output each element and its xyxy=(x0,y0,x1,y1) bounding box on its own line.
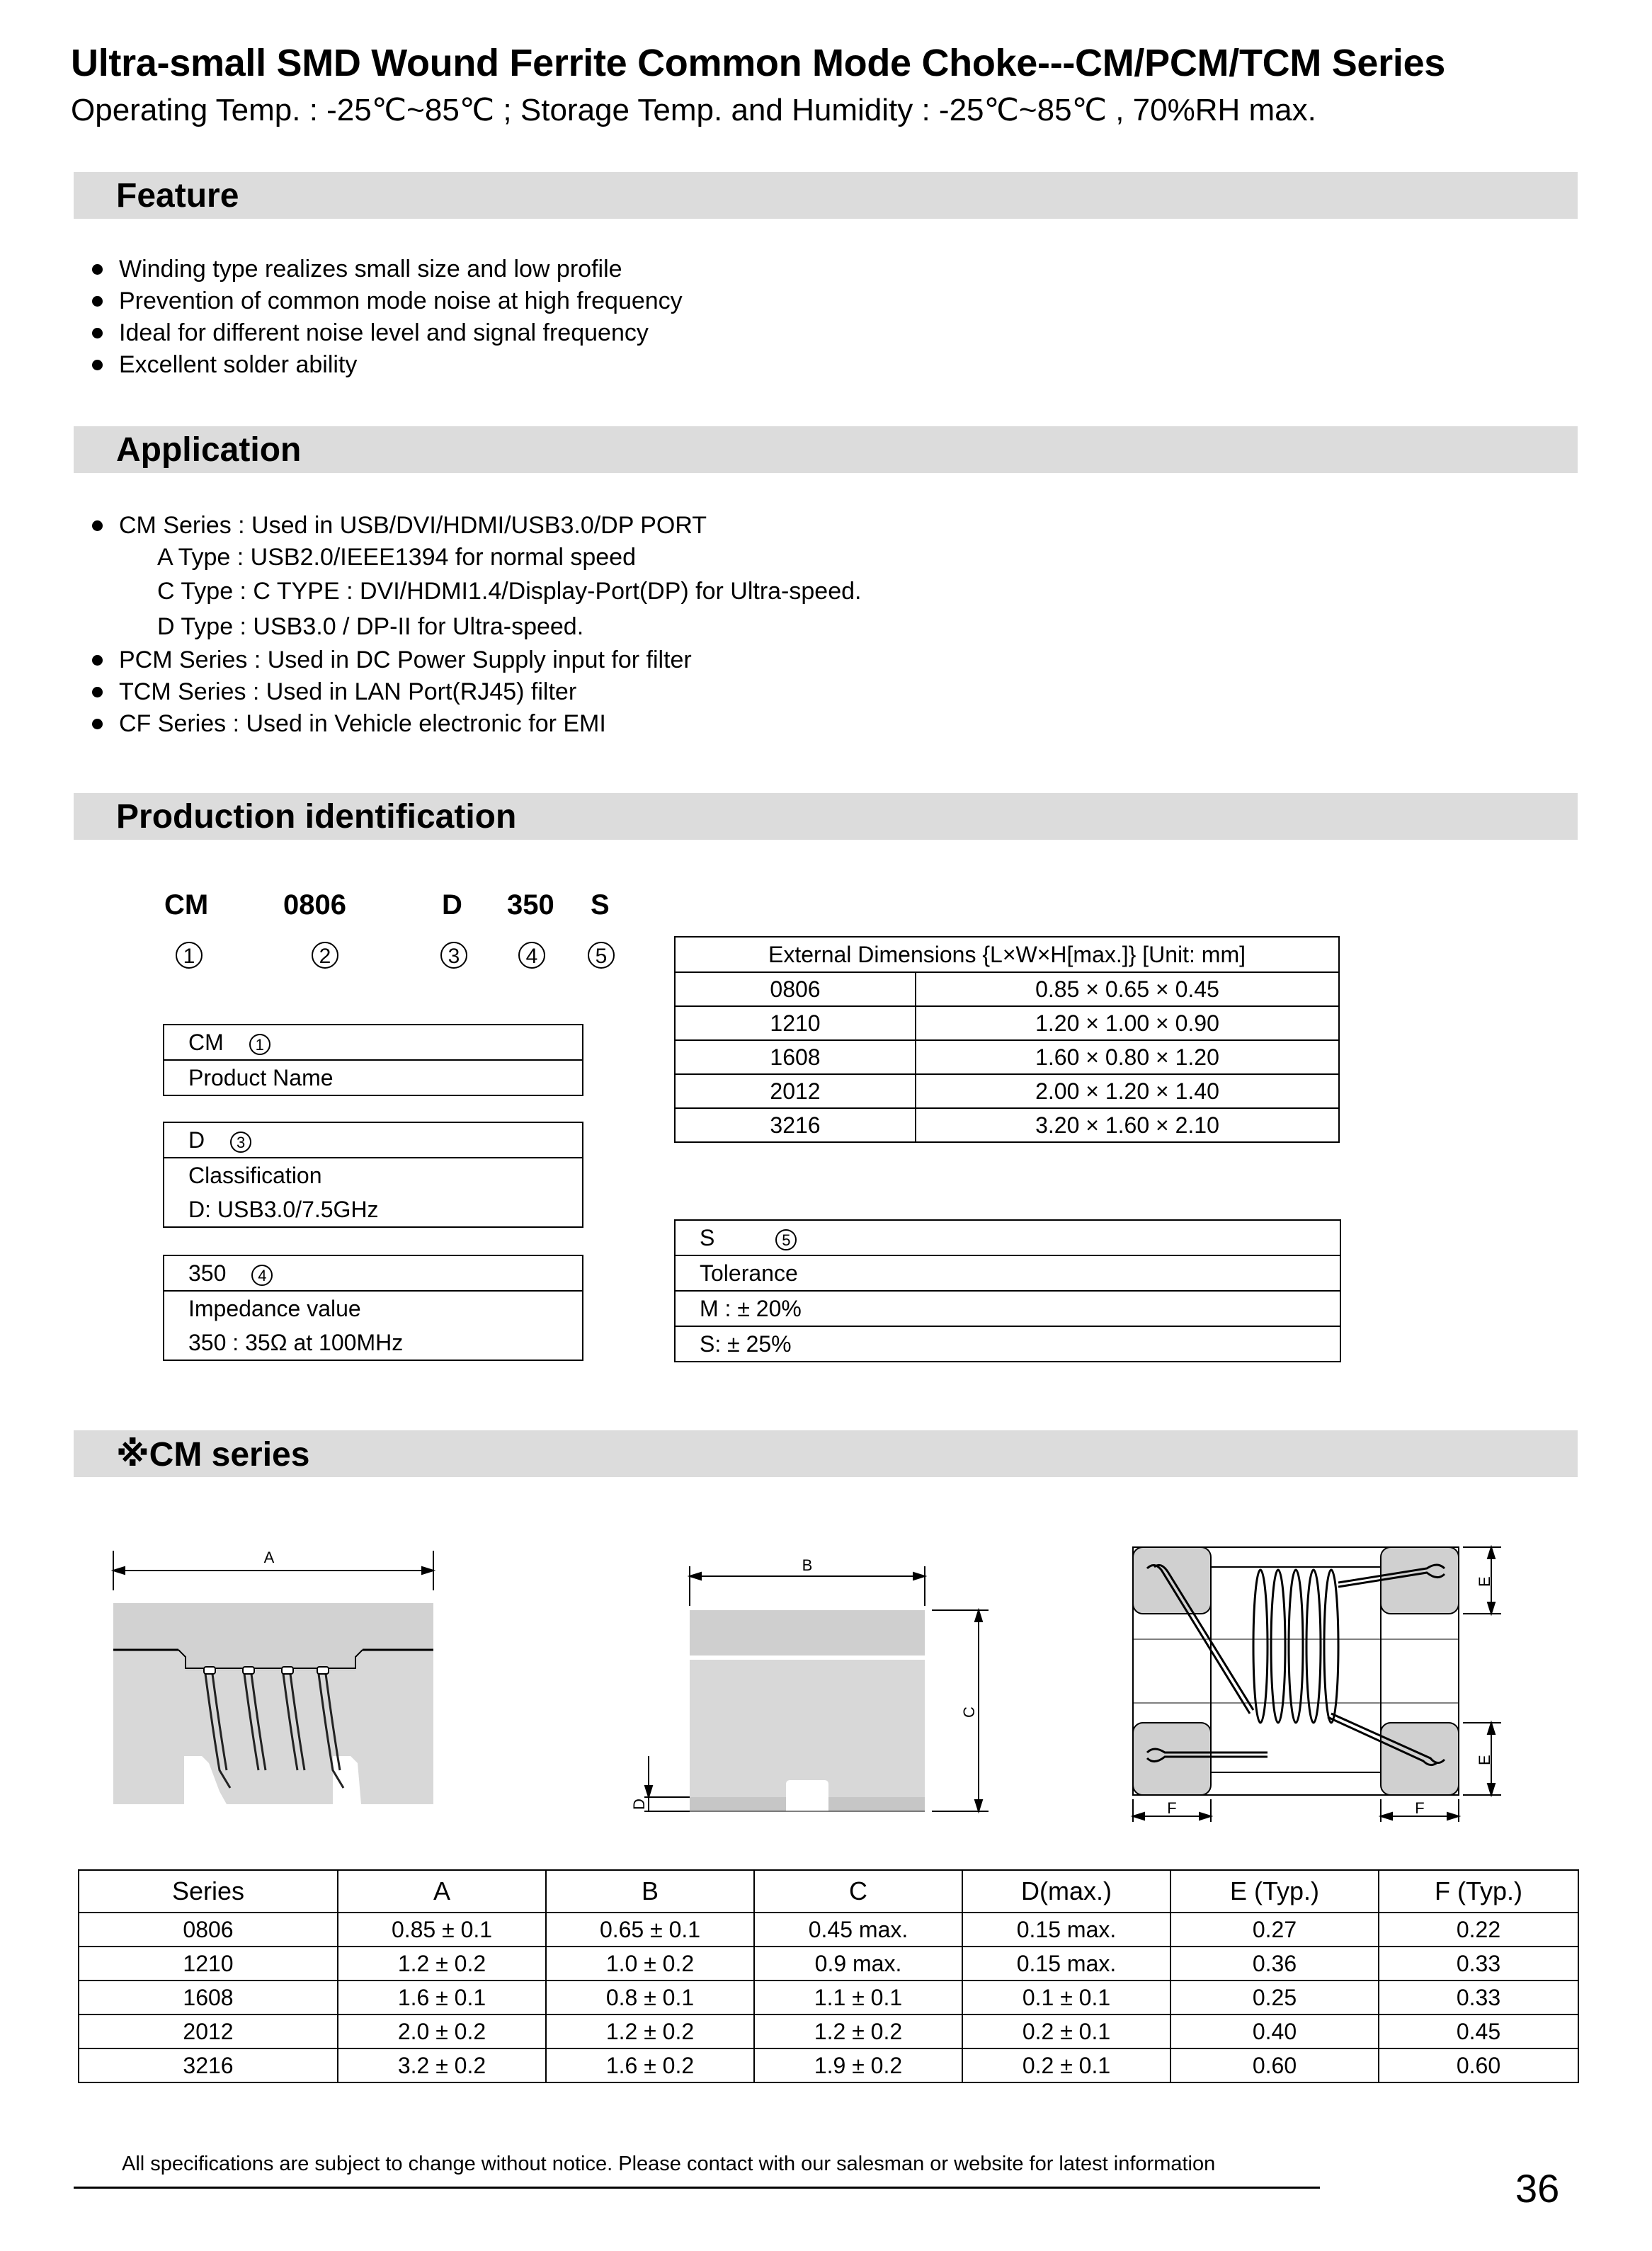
dims-size: 2012 xyxy=(675,1074,916,1108)
box-marker: 3 xyxy=(230,1132,251,1153)
table-cell: 0.2 ± 0.1 xyxy=(962,2048,1170,2082)
table-cell: 0.45 xyxy=(1379,2014,1578,2048)
list-item: Winding type realizes small size and low profile xyxy=(92,253,683,285)
table-cell: 1.0 ± 0.2 xyxy=(546,1947,754,1981)
box-label: Product Name xyxy=(188,1065,334,1090)
table-cell: 0.25 xyxy=(1170,1981,1379,2014)
box-marker: 1 xyxy=(249,1034,270,1055)
cm-series-spec-table xyxy=(78,1869,1579,2083)
tolerance-s: S: ± 25% xyxy=(700,1331,792,1357)
box-code: 350 xyxy=(188,1260,227,1286)
table-cell: 1.6 ± 0.2 xyxy=(546,2048,754,2082)
table-cell: 1608 xyxy=(79,1981,338,2014)
list-item: CF Series : Used in Vehicle electronic for EMI xyxy=(92,708,861,740)
column-header: C xyxy=(754,1870,962,1913)
table-cell: 1.2 ± 0.2 xyxy=(546,2014,754,2048)
dims-value: 3.20 × 1.60 × 2.10 xyxy=(916,1108,1339,1142)
classification-box xyxy=(163,1122,583,1228)
table-cell: 1.2 ± 0.2 xyxy=(338,1947,546,1981)
list-item: A Type : USB2.0/IEEE1394 for normal speed xyxy=(157,544,636,571)
feature-list xyxy=(92,253,683,381)
tolerance-m: M : ± 20% xyxy=(676,1292,1340,1327)
box-value: D: USB3.0/7.5GHz xyxy=(188,1197,379,1222)
table-cell: 0.60 xyxy=(1379,2048,1578,2082)
table-cell: 2.0 ± 0.2 xyxy=(338,2014,546,2048)
dims-size: 1210 xyxy=(675,1006,916,1040)
table-row xyxy=(675,1040,1339,1074)
table-row xyxy=(79,1947,1578,1981)
dimension-b-label: B xyxy=(802,1556,813,1574)
table-cell: 1.1 ± 0.1 xyxy=(754,1981,962,2014)
table-cell: 0.85 ± 0.1 xyxy=(338,1913,546,1947)
side-view-drawing xyxy=(106,1544,446,1813)
top-view-drawing xyxy=(1126,1540,1522,1823)
table-cell: 0.2 ± 0.1 xyxy=(962,2014,1170,2048)
table-row xyxy=(79,1913,1578,1947)
table-cell: 0.60 xyxy=(1170,2048,1379,2082)
application-section-header xyxy=(74,426,1578,473)
table-cell: 1.2 ± 0.2 xyxy=(754,2014,962,2048)
table-cell: 2012 xyxy=(79,2014,338,2048)
table-row xyxy=(79,2014,1578,2048)
table-cell: 0.27 xyxy=(1170,1913,1379,1947)
cm-series-heading: ※CM series xyxy=(116,1436,310,1474)
box-label: Classification xyxy=(188,1163,322,1188)
feature-section-header xyxy=(74,172,1578,219)
code-part-2: 0806 xyxy=(283,889,346,921)
column-header: B xyxy=(546,1870,754,1913)
table-cell: 0.65 ± 0.1 xyxy=(546,1913,754,1947)
list-item: CM Series : Used in USB/DVI/HDMI/USB3.0/DP PORT xyxy=(92,510,861,542)
table-cell: 0.45 max. xyxy=(754,1913,962,1947)
table-cell: 3216 xyxy=(79,2048,338,2082)
box-value: 350 : 35Ω at 100MHz xyxy=(188,1330,404,1355)
box-marker: 5 xyxy=(775,1229,797,1250)
table-cell: 0.15 max. xyxy=(962,1913,1170,1947)
list-item: Ideal for different noise level and signal frequency xyxy=(92,317,683,349)
external-dimensions-table xyxy=(674,936,1340,1143)
column-header: Series xyxy=(79,1870,338,1913)
product-name-box xyxy=(163,1024,583,1096)
cm-series-section-header xyxy=(74,1430,1578,1477)
table-cell: 0.36 xyxy=(1170,1947,1379,1981)
dimension-e-label: E xyxy=(1476,1576,1493,1587)
marker-2: 2 xyxy=(312,942,338,969)
column-header: A xyxy=(338,1870,546,1913)
column-header: D(max.) xyxy=(962,1870,1170,1913)
table-row xyxy=(675,1108,1339,1142)
front-view-drawing xyxy=(616,1544,1013,1827)
page-subtitle: Operating Temp. : -25℃~85℃ ; Storage Temp. and Humidity : -25℃~85℃ , 70%RH max. xyxy=(71,93,1316,127)
table-row xyxy=(79,2048,1578,2082)
list-item: Prevention of common mode noise at high frequency xyxy=(92,285,683,317)
dims-value: 0.85 × 0.65 × 0.45 xyxy=(916,972,1339,1006)
table-cell: 1.9 ± 0.2 xyxy=(754,2048,962,2082)
box-code: CM xyxy=(188,1030,224,1055)
list-item: C Type : C TYPE : DVI/HDMI1.4/Display-Port(DP) for Ultra-speed. xyxy=(157,578,862,605)
table-cell: 0.40 xyxy=(1170,2014,1379,2048)
dimension-f-label: F xyxy=(1167,1799,1177,1817)
dimension-d-label: D xyxy=(630,1799,648,1810)
footer-divider xyxy=(74,2187,1320,2189)
marker-1: 1 xyxy=(176,942,203,969)
table-cell: 0.15 max. xyxy=(962,1947,1170,1981)
table-row xyxy=(675,1006,1339,1040)
list-item: PCM Series : Used in DC Power Supply input for filter xyxy=(92,644,861,676)
code-part-5: S xyxy=(591,889,610,921)
dimension-c-label: C xyxy=(960,1706,978,1718)
list-item: D Type : USB3.0 / DP-II for Ultra-speed. xyxy=(157,613,584,640)
feature-heading: Feature xyxy=(116,177,239,215)
list-item: Excellent solder ability xyxy=(92,349,683,381)
column-header: F (Typ.) xyxy=(1379,1870,1578,1913)
box-code: S xyxy=(700,1225,715,1250)
dims-size: 1608 xyxy=(675,1040,916,1074)
column-header: E (Typ.) xyxy=(1170,1870,1379,1913)
table-row xyxy=(675,1074,1339,1108)
tolerance-box xyxy=(674,1219,1341,1362)
table-cell: 0.9 max. xyxy=(754,1947,962,1981)
table-cell: 0.33 xyxy=(1379,1981,1578,2014)
dims-size: 3216 xyxy=(675,1108,916,1142)
dims-value: 1.60 × 0.80 × 1.20 xyxy=(916,1040,1339,1074)
table-cell: 0.22 xyxy=(1379,1913,1578,1947)
application-list xyxy=(92,510,861,740)
list-item: TCM Series : Used in LAN Port(RJ45) filter xyxy=(92,676,861,708)
impedance-box xyxy=(163,1255,583,1361)
marker-3: 3 xyxy=(440,942,467,969)
code-part-4: 350 xyxy=(507,889,554,921)
table-row xyxy=(79,1981,1578,2014)
box-code: D xyxy=(188,1127,205,1153)
marker-4: 4 xyxy=(518,942,545,969)
box-marker: 4 xyxy=(251,1265,273,1286)
table-cell: 1210 xyxy=(79,1947,338,1981)
page-title: Ultra-small SMD Wound Ferrite Common Mode Choke---CM/PCM/TCM Series xyxy=(71,42,1446,84)
marker-5: 5 xyxy=(588,942,615,969)
table-cell: 0.1 ± 0.1 xyxy=(962,1981,1170,2014)
dimension-e-label: E xyxy=(1476,1755,1493,1765)
identification-heading: Production identification xyxy=(116,798,517,836)
footer-notice: All specifications are subject to change without notice. Please contact with our salesman or website for latest information xyxy=(122,2153,1216,2175)
table-cell: 0.8 ± 0.1 xyxy=(546,1981,754,2014)
application-heading: Application xyxy=(116,431,302,469)
table-cell: 0.33 xyxy=(1379,1947,1578,1981)
page-number: 36 xyxy=(1515,2166,1560,2211)
dimension-a-label: A xyxy=(263,1549,275,1566)
table-cell: 0806 xyxy=(79,1913,338,1947)
dims-value: 2.00 × 1.20 × 1.40 xyxy=(916,1074,1339,1108)
dims-size: 0806 xyxy=(675,972,916,1006)
dimension-f-label: F xyxy=(1415,1799,1425,1817)
table-header-row xyxy=(79,1870,1578,1913)
box-label: Impedance value xyxy=(188,1296,361,1321)
code-part-1: CM xyxy=(164,889,209,921)
table-cell: 1.6 ± 0.1 xyxy=(338,1981,546,2014)
identification-section-header xyxy=(74,793,1578,840)
table-row xyxy=(675,972,1339,1006)
table-cell: 3.2 ± 0.2 xyxy=(338,2048,546,2082)
box-label: Tolerance xyxy=(676,1256,1340,1292)
code-part-3: D xyxy=(442,889,462,921)
dims-header: External Dimensions {L×W×H[max.]} [Unit: mm] xyxy=(675,937,1339,972)
dims-value: 1.20 × 1.00 × 0.90 xyxy=(916,1006,1339,1040)
